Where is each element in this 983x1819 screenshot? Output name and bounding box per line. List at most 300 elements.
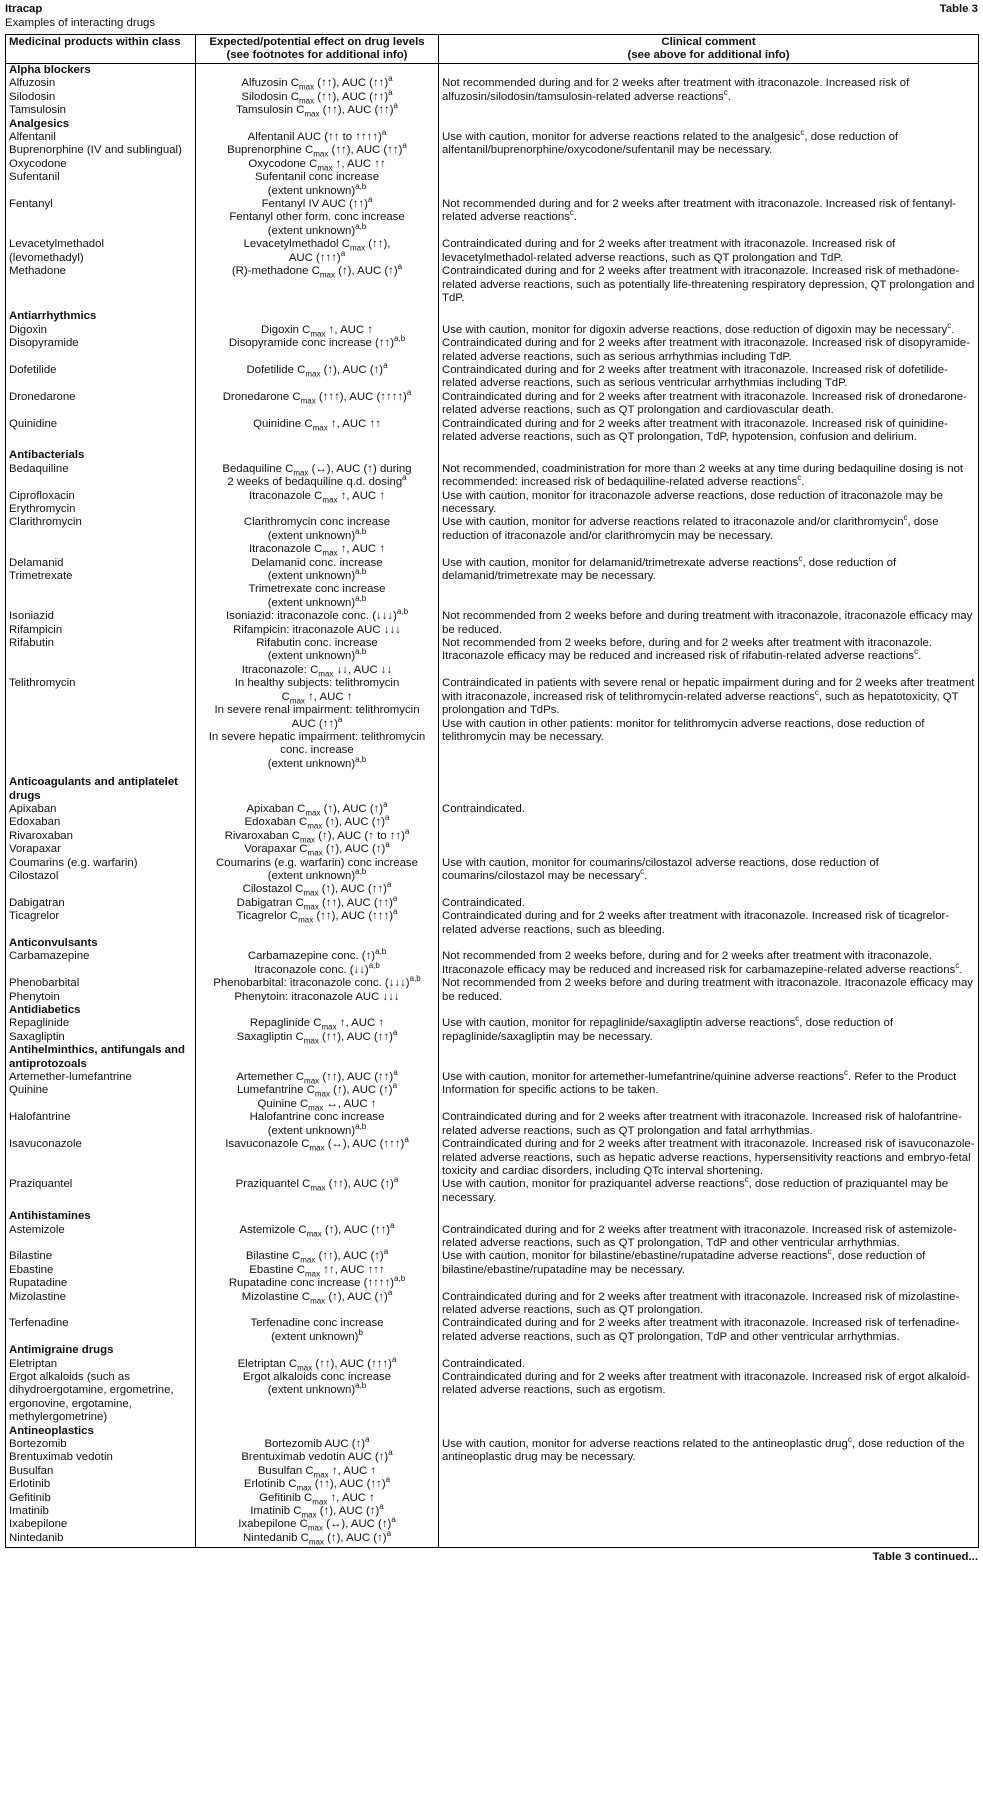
drug-row bbox=[6, 677, 979, 771]
drug-effect: Ebastine $C_{max}$ ↑↑, AUC ↑↑↑ bbox=[249, 1263, 385, 1279]
drug-name: Disopyramide bbox=[9, 337, 79, 350]
clinical-comment: Not recommended, coadministration for more than 2 weeks at any time during bedaquiline dosing is not recommended: increased risk of bedaquiline-related adverse reactions$^c$. bbox=[442, 462, 964, 489]
drug-class-row bbox=[6, 118, 979, 131]
clinical-comment-cell bbox=[439, 1111, 979, 1138]
drug-names-cell bbox=[6, 463, 196, 490]
drug-names-cell bbox=[6, 897, 196, 910]
drug-row bbox=[6, 1224, 979, 1251]
drug-name: Rupatadine bbox=[9, 1277, 68, 1290]
drug-row bbox=[6, 1111, 979, 1138]
col-header-effect bbox=[196, 35, 439, 64]
drug-effect-cell bbox=[196, 262, 439, 305]
clinical-comment-cell bbox=[439, 803, 979, 857]
drug-names-cell bbox=[6, 1224, 196, 1251]
drug-name: Artemether-lumefantrine bbox=[9, 1071, 132, 1084]
clinical-comment-cell bbox=[439, 857, 979, 897]
drug-effect: Fentanyl IV AUC (↑↑)$^a$ bbox=[261, 195, 373, 211]
drug-effect: Bortezomib AUC (↑)$^a$ bbox=[264, 1435, 370, 1451]
clinical-comment-cell bbox=[439, 320, 979, 337]
drug-name: Phenobarbital bbox=[9, 977, 80, 990]
empty-cell bbox=[196, 937, 439, 950]
drug-effect: Levacetylmethadol $C_{max}$ (↑↑), bbox=[243, 238, 391, 253]
empty-cell bbox=[439, 118, 979, 131]
drug-effect: Phenobarbital: itraconazole conc. (↓↓↓)$^{a,b}$ bbox=[213, 974, 421, 990]
drug-name: Busulfan bbox=[9, 1464, 54, 1477]
drug-class-row bbox=[6, 1044, 979, 1071]
empty-cell bbox=[196, 1004, 439, 1017]
drug-effect: Artemether $C_{max}$ (↑↑), AUC (↑↑)$^a$ bbox=[236, 1068, 398, 1086]
clinical-comment-cell bbox=[439, 677, 979, 771]
drug-effect: Ixabepilone $C_{max}$ (↔), AUC (↑)$^a$ bbox=[238, 1515, 396, 1533]
drug-row bbox=[6, 418, 979, 445]
drug-effect: (extent unknown)$^{a,b}$ bbox=[267, 567, 367, 583]
clinical-comment-cell bbox=[439, 238, 979, 265]
drug-effect-cell bbox=[196, 195, 439, 238]
drug-class-name: Analgesics bbox=[6, 118, 196, 131]
empty-cell bbox=[439, 444, 979, 462]
drug-row bbox=[6, 516, 979, 556]
drug-names-cell bbox=[6, 77, 196, 117]
clinical-comment: Contraindicated during and for 2 weeks after treatment with itraconazole. Increased risk of disopyramide-related adverse reactions, such as serious arrhythmias including TdP. bbox=[442, 337, 971, 363]
clinical-comment: Contraindicated during and for 2 weeks after treatment with itraconazole. Increased risk of dronedarone-related adverse reactions, such as QT prolongation and cardiovascular death. bbox=[442, 390, 967, 417]
col-header-effect-line1: Expected/potential effect on drug levels bbox=[209, 36, 425, 48]
drug-name: Methadone bbox=[9, 265, 66, 278]
drug-name: Quinidine bbox=[9, 417, 58, 430]
drug-row bbox=[6, 637, 979, 677]
drug-effect: (extent unknown)$^b$ bbox=[271, 1327, 363, 1343]
drug-effect: (extent unknown)$^{a,b}$ bbox=[267, 181, 367, 197]
drug-effect-cell bbox=[196, 1135, 439, 1178]
clinical-comment-cell bbox=[439, 265, 979, 305]
drug-effect: Apixaban $C_{max}$ (↑), AUC (↑)$^a$ bbox=[246, 800, 388, 818]
drug-row bbox=[6, 391, 979, 418]
drug-effect: (extent unknown)$^{a,b}$ bbox=[267, 594, 367, 609]
empty-cell bbox=[196, 444, 439, 462]
drug-name: Digoxin bbox=[9, 323, 47, 336]
drug-effect-cell bbox=[196, 1354, 439, 1372]
clinical-comment: Use with caution, monitor for delamanid/trimetrexate adverse reactions$^c$, dose reduction of delamanid/trimetrexate may be necessary. bbox=[442, 553, 897, 583]
empty-cell bbox=[439, 1344, 979, 1357]
drug-names-cell bbox=[6, 1178, 196, 1205]
clinical-comment-cell bbox=[439, 364, 979, 391]
drug-effect: Cilostazol $C_{max}$ (↑), AUC (↑↑)$^a$ bbox=[242, 880, 392, 898]
clinical-comment: Use with caution, monitor for coumarins/cilostazol adverse reactions, dose reduction of coumarins/cilostazol may be necessary$^c$. bbox=[442, 856, 879, 882]
empty-cell bbox=[196, 64, 439, 78]
drug-name: Clarithromycin bbox=[9, 516, 82, 529]
clinical-comment-extra: Use with caution in other patients: monitor for telithromycin adverse reactions, dose reduction of telithromycin may be necessary. bbox=[442, 717, 925, 743]
empty-cell bbox=[439, 64, 979, 78]
clinical-comment-cell bbox=[439, 1224, 979, 1251]
clinical-comment: Not recommended from 2 weeks before, during and for 2 weeks after treatment with itraconazole. Itraconazole efficacy may be reduced and increased risk of rifabutin-related adverse reactions$^c$. bbox=[442, 637, 933, 663]
empty-cell bbox=[439, 1205, 979, 1223]
clinical-comment: Contraindicated during and for 2 weeks after treatment with itraconazole. Increased risk of halofantrine-related adverse reactions, such as QT prolongation and fatal arrhythmias. bbox=[442, 1111, 962, 1137]
drug-name: Rivaroxaban bbox=[9, 829, 73, 842]
drug-row bbox=[6, 950, 979, 977]
drug-effect: (extent unknown)$^{a,b}$ bbox=[267, 1381, 367, 1397]
drug-effect: Alfuzosin $C_{max}$ (↑↑), AUC (↑↑)$^a$ bbox=[241, 74, 393, 92]
table-number: Table 3 bbox=[939, 3, 978, 15]
clinical-comment: Use with caution, monitor for repaglinide/saxagliptin adverse reactions$^c$, dose reduction of repaglinide/saxagliptin may be necessary. bbox=[442, 1014, 894, 1043]
drug-name: Ebastine bbox=[9, 1263, 54, 1276]
drug-names-cell bbox=[6, 364, 196, 391]
clinical-comment-cell bbox=[439, 418, 979, 445]
drug-effect-cell bbox=[196, 974, 439, 1004]
drug-row bbox=[6, 364, 979, 391]
clinical-comment: Not recommended from 2 weeks before and during treatment with itraconazole, itraconazole efficacy may be reduced. bbox=[442, 610, 973, 636]
drug-effect-cell bbox=[196, 334, 439, 364]
col-header-products: Medicinal products within class bbox=[6, 35, 196, 64]
clinical-comment-cell bbox=[439, 1371, 979, 1425]
drug-effect: Mizolastine $C_{max}$ (↑), AUC (↑)$^a$ bbox=[241, 1287, 393, 1305]
clinical-comment-cell bbox=[439, 77, 979, 117]
drug-effect-cell bbox=[196, 463, 439, 490]
drug-effect-cell bbox=[196, 857, 439, 897]
clinical-comment: Contraindicated. bbox=[442, 802, 525, 815]
drug-row bbox=[6, 857, 979, 897]
drug-effect: Rifampicin: itraconazole AUC ↓↓↓ bbox=[233, 623, 401, 636]
clinical-comment: Contraindicated during and for 2 weeks after treatment with itraconazole. Increased risk of ticagrelor-related adverse reactions, such as bleeding. bbox=[442, 910, 950, 936]
drug-names-cell bbox=[6, 238, 196, 265]
drug-row bbox=[6, 1178, 979, 1205]
drug-effect: Itraconazole conc. (↓↓)$^{a,b}$ bbox=[254, 961, 380, 976]
drug-effect-cell bbox=[196, 1371, 439, 1425]
drug-effect: Saxagliptin $C_{max}$ (↑↑), AUC (↑↑)$^a$ bbox=[236, 1028, 398, 1046]
drug-effect-cell bbox=[196, 1068, 439, 1113]
drug-effect: Sufentanil conc increase bbox=[254, 171, 380, 184]
drug-name: Alfentanil bbox=[9, 131, 56, 144]
drug-effect: Nintedanib $C_{max}$ (↑), AUC (↑)$^a$ bbox=[242, 1529, 392, 1547]
drug-effect-cell bbox=[196, 1435, 439, 1548]
drug-class-row bbox=[6, 305, 979, 323]
drug-effect: Clarithromycin conc increase bbox=[243, 516, 391, 529]
drug-class-row bbox=[6, 1205, 979, 1223]
drug-class-row bbox=[6, 1004, 979, 1017]
drug-effect: Eletriptan $C_{max}$ (↑↑), AUC (↑↑↑)$^a$ bbox=[237, 1354, 397, 1372]
drug-class-name: Antineoplastics bbox=[6, 1425, 196, 1438]
drug-effect: Lumefantrine $C_{max}$ (↑), AUC (↑)$^a$ bbox=[236, 1081, 398, 1099]
drug-class-name: Antihistamines bbox=[6, 1205, 196, 1223]
drug-names-cell bbox=[6, 337, 196, 364]
drug-name: Isavuconazole bbox=[9, 1138, 82, 1151]
empty-cell bbox=[196, 1344, 439, 1357]
drug-name: Ticagrelor bbox=[9, 910, 60, 923]
drug-name: Rifabutin bbox=[9, 637, 54, 650]
drug-class-row bbox=[6, 1425, 979, 1438]
drug-class-name: Anticoagulants and antiplatelet drugs bbox=[6, 771, 196, 803]
clinical-comment-cell bbox=[439, 490, 979, 517]
drug-effect-cell bbox=[196, 128, 439, 198]
drug-class-row bbox=[6, 937, 979, 950]
drug-names-cell bbox=[6, 324, 196, 337]
clinical-comment-cell bbox=[439, 1138, 979, 1178]
drug-names-cell bbox=[6, 1017, 196, 1044]
drug-name: Ixabepilone bbox=[9, 1518, 68, 1531]
drug-name: Erythromycin bbox=[9, 503, 76, 515]
empty-cell bbox=[196, 771, 439, 803]
drug-name: Trimetrexate bbox=[9, 570, 73, 583]
drug-effect: Rupatadine conc increase (↑↑↑↑)$^{a,b}$ bbox=[228, 1274, 406, 1290]
drug-name: Cilostazol bbox=[9, 869, 59, 882]
drug-effect: Itraconazole $C_{max}$ ↑, AUC ↑ bbox=[248, 489, 386, 504]
drug-name: Fentanyl bbox=[9, 198, 53, 211]
drug-effect: Bedaquiline $C_{max}$ (↔), AUC (↑) during bbox=[222, 462, 412, 478]
drug-name: Gefitinib bbox=[9, 1491, 51, 1504]
drug-effect: In severe renal impairment: telithromycin bbox=[214, 704, 420, 717]
drug-name: Erlotinib bbox=[9, 1478, 51, 1491]
drug-class-name: Antibacterials bbox=[6, 444, 196, 462]
drug-effect: Rivaroxaban $C_{max}$ (↑), AUC (↑ to ↑↑)$^a$ bbox=[224, 826, 410, 845]
drug-name: Dabigatran bbox=[9, 896, 65, 909]
drug-effect: Oxycodone $C_{max}$ ↑, AUC ↑↑ bbox=[248, 157, 386, 173]
empty-cell bbox=[439, 1425, 979, 1438]
clinical-comment: Contraindicated during and for 2 weeks after treatment with itraconazole. Increased risk of mizolastine-related adverse reactions, such as QT prolongation. bbox=[442, 1290, 960, 1316]
drug-row bbox=[6, 265, 979, 305]
drug-effect: Isoniazid: itraconazole conc. (↓↓↓)$^{a,b}$ bbox=[225, 607, 409, 623]
drug-row bbox=[6, 238, 979, 265]
drug-row bbox=[6, 463, 979, 490]
drug-names-cell bbox=[6, 418, 196, 445]
drug-row bbox=[6, 1438, 979, 1548]
drug-effect: Delamanid conc. increase bbox=[251, 556, 383, 569]
drug-effect-cell bbox=[196, 1274, 439, 1290]
drug-effect: Quinidine $C_{max}$ ↑, AUC ↑↑ bbox=[253, 417, 381, 432]
drug-name: Nintedanib bbox=[9, 1531, 64, 1544]
drug-class-row bbox=[6, 64, 979, 78]
document-subtitle: Examples of interacting drugs bbox=[5, 17, 156, 29]
drug-class-row bbox=[6, 444, 979, 462]
clinical-comment: Contraindicated during and for 2 weeks after treatment with itraconazole. Increased risk of quinidine-related adverse reactions, such as QT prolongation, TdP, hypotension, confusion and delirium. bbox=[442, 417, 948, 443]
drug-name: Oxycodone bbox=[9, 157, 67, 170]
drug-effect-cell bbox=[196, 1247, 439, 1279]
drug-effect-cell bbox=[196, 490, 439, 517]
drug-names-cell bbox=[6, 198, 196, 238]
drug-names-cell bbox=[6, 610, 196, 637]
clinical-comment-cell bbox=[439, 1291, 979, 1318]
interaction-table bbox=[5, 34, 979, 1548]
clinical-comment: Contraindicated during and for 2 weeks after treatment with itraconazole. Increased risk of dofetilide-related adverse reactions, such as serious ventricular arrhythmias including TdP. bbox=[442, 363, 948, 390]
drug-name: Quinine bbox=[9, 1084, 49, 1097]
clinical-comment-cell bbox=[439, 977, 979, 1004]
drug-row bbox=[6, 337, 979, 364]
drug-effect: Imatinib $C_{max}$ (↑), AUC (↑)$^a$ bbox=[250, 1502, 384, 1520]
drug-names-cell bbox=[6, 1371, 196, 1425]
drug-row bbox=[6, 131, 979, 198]
drug-effect: Digoxin $C_{max}$ ↑, AUC ↑ bbox=[261, 323, 373, 338]
drug-effect-cell bbox=[196, 74, 439, 119]
clinical-comment-cell bbox=[439, 198, 979, 238]
drug-name: Bortezomib bbox=[9, 1438, 67, 1451]
drug-name: Apixaban bbox=[9, 802, 57, 815]
clinical-comment-cell bbox=[439, 513, 979, 556]
drug-row bbox=[6, 77, 979, 117]
drug-name: Ciprofloxacin bbox=[9, 489, 75, 502]
clinical-comment: Not recommended during and for 2 weeks after treatment with itraconazole. Increased risk of alfuzosin/silodosin/tamsulosin-related adverse reactions$^c$. bbox=[442, 77, 910, 103]
drug-class-name: Antidiabetics bbox=[6, 1004, 196, 1017]
drug-effect: Busulfan $C_{max}$ ↑, AUC ↑ bbox=[257, 1464, 377, 1480]
drug-effect-cell bbox=[196, 238, 439, 265]
clinical-comment: Contraindicated during and for 2 weeks after treatment with itraconazole. Increased risk of ergot alkaloid-related adverse reactions, such as ergotism. bbox=[442, 1371, 971, 1397]
drug-effect: Tamsulosin $C_{max}$ (↑↑), AUC (↑↑)$^a$ bbox=[236, 101, 398, 119]
drug-class-name: Antimigraine drugs bbox=[6, 1344, 196, 1357]
drug-names-cell bbox=[6, 1111, 196, 1138]
drug-name: Buprenorphine (IV and sublingual) bbox=[9, 144, 182, 157]
drug-effect: Fentanyl other form. conc increase bbox=[229, 211, 405, 224]
drug-names-cell bbox=[6, 1317, 196, 1344]
drug-name: Imatinib bbox=[9, 1505, 49, 1518]
drug-effect: conc. increase bbox=[280, 744, 354, 757]
drug-row bbox=[6, 910, 979, 937]
col-header-comment-line1: Clinical comment bbox=[661, 36, 756, 48]
clinical-comment: Use with caution, monitor for bilastine/ebastine/rupatadine adverse reactions$^c$, dose reduction of bilastine/ebastine/rupatadine may be necessary. bbox=[442, 1247, 926, 1276]
drug-class-row bbox=[6, 1344, 979, 1357]
drug-names-cell bbox=[6, 557, 196, 611]
clinical-comment: Use with caution, monitor for praziquantel adverse reactions$^c$, dose reduction of praziquantel may be necessary. bbox=[442, 1175, 949, 1204]
drug-row bbox=[6, 490, 979, 517]
drug-effect-cell bbox=[196, 893, 439, 912]
clinical-comment-cell bbox=[439, 1277, 979, 1290]
drug-effect: (extent unknown)$^{a,b}$ bbox=[267, 222, 367, 237]
drug-effect: Disopyramide conc increase (↑↑)$^{a,b}$ bbox=[228, 334, 406, 350]
drug-effect: Quinine $C_{max}$ ↔, AUC ↑ bbox=[257, 1097, 377, 1113]
drug-name: Praziquantel bbox=[9, 1178, 73, 1191]
document bbox=[5, 3, 978, 1565]
drug-name: Terfenadine bbox=[9, 1317, 69, 1330]
drug-effect: Dronedarone $C_{max}$ (↑↑↑), AUC (↑↑↑↑)$^a$ bbox=[222, 387, 412, 406]
drug-effect-cell bbox=[196, 361, 439, 391]
drug-class-row bbox=[6, 771, 979, 803]
empty-cell bbox=[196, 118, 439, 131]
document-title: Itracap bbox=[5, 3, 43, 15]
drug-effect: Coumarins (e.g. warfarin) conc increase bbox=[216, 856, 418, 869]
drug-names-cell bbox=[6, 131, 196, 198]
drug-effect-cell bbox=[196, 516, 439, 556]
drug-name: Repaglinide bbox=[9, 1017, 70, 1030]
drug-names-cell bbox=[6, 265, 196, 305]
clinical-comment: Contraindicated during and for 2 weeks after treatment with itraconazole. Increased risk of levacetylmethadol-related adverse reactions, such as QT prolongation and TdP. bbox=[442, 238, 896, 264]
drug-names-cell bbox=[6, 910, 196, 937]
clinical-comment: Use with caution, monitor for adverse reactions related to the antineoplastic drug$^c$, dose reduction of the antineoplastic drug may be necessary. bbox=[442, 1435, 965, 1464]
drug-row bbox=[6, 324, 979, 337]
col-header-effect-line2: (see footnotes for additional info) bbox=[226, 49, 408, 61]
drug-effect: AUC (↑↑)$^a$ bbox=[291, 714, 343, 730]
drug-effect: (extent unknown)$^{a,b}$ bbox=[267, 1121, 367, 1137]
drug-row bbox=[6, 1358, 979, 1371]
clinical-comment: Not recommended from 2 weeks before, during and for 2 weeks after treatment with itraconazole. Itraconazole efficacy may be reduced and increased risk for carbamazepine-related adverse reactions$^c$. bbox=[442, 950, 963, 976]
drug-effect: Gefitinib $C_{max}$ ↑, AUC ↑ bbox=[259, 1491, 375, 1506]
drug-names-cell bbox=[6, 516, 196, 556]
clinical-comment: Contraindicated. bbox=[442, 1357, 525, 1370]
drug-names-cell bbox=[6, 391, 196, 418]
drug-row bbox=[6, 1071, 979, 1111]
drug-effect: (extent unknown)$^{a,b}$ bbox=[267, 754, 367, 770]
clinical-comment-cell bbox=[439, 1358, 979, 1371]
drug-name: Carbamazepine bbox=[9, 950, 90, 963]
drug-effect: Dofetilide $C_{max}$ (↑), AUC (↑)$^a$ bbox=[246, 361, 388, 379]
clinical-comment: Use with caution, monitor for itraconazole adverse reactions, dose reduction of itraconazole may be necessary. bbox=[442, 489, 943, 515]
empty-cell bbox=[439, 1004, 979, 1017]
clinical-comment: Contraindicated. bbox=[442, 896, 525, 909]
drug-row bbox=[6, 1277, 979, 1290]
drug-row bbox=[6, 897, 979, 910]
clinical-comment: Contraindicated during and for 2 weeks after treatment with itraconazole. Increased risk of methadone-related adverse reactions, such as potentially life-threatening respiratory depression, QT prolongation and TdP. bbox=[442, 265, 975, 304]
drug-effect: (extent unknown)$^{a,b}$ bbox=[267, 647, 367, 663]
clinical-comment: Use with caution, monitor for artemether-lumefantrine/quinine adverse reactions$^c$. Refer to the Product Information for specific actions to be taken. bbox=[442, 1068, 957, 1097]
clinical-comment-cell bbox=[439, 610, 979, 637]
clinical-comment-cell bbox=[439, 337, 979, 364]
empty-cell bbox=[439, 1044, 979, 1071]
drug-names-cell bbox=[6, 1071, 196, 1111]
drug-effect: In severe hepatic impairment: telithromycin bbox=[208, 730, 426, 743]
drug-effect: $C_{max}$ ↑, AUC ↑ bbox=[281, 690, 353, 705]
drug-effect: Vorapaxar $C_{max}$ (↑), AUC (↑)$^a$ bbox=[244, 840, 390, 858]
drug-effect-cell bbox=[196, 418, 439, 445]
clinical-comment: Contraindicated in patients with severe renal or hepatic impairment during and for 2 weeks after treatment with itraconazole, increased risk of telithromycin-related adverse reactions$^c$, such as hepatotoxicity, QT prolongation and TdPs. bbox=[442, 677, 975, 717]
drug-effect: Brentuximab vedotin AUC (↑)$^a$ bbox=[241, 1448, 393, 1464]
drug-row bbox=[6, 610, 979, 637]
drug-effect: Astemizole $C_{max}$ (↑), AUC (↑↑)$^a$ bbox=[239, 1220, 395, 1238]
drug-names-cell bbox=[6, 977, 196, 1004]
col-header-comment-line2: (see above for additional info) bbox=[627, 49, 790, 61]
clinical-comment-cell bbox=[439, 463, 979, 490]
empty-cell bbox=[196, 1205, 439, 1223]
drug-name: Alfuzosin bbox=[9, 77, 56, 90]
drug-effect-cell bbox=[196, 1111, 439, 1138]
drug-row bbox=[6, 977, 979, 1004]
drug-effect: Praziquantel $C_{max}$ (↑↑), AUC (↑)$^a$ bbox=[235, 1175, 399, 1193]
clinical-comment-cell bbox=[439, 1014, 979, 1044]
drug-name: Dofetilide bbox=[9, 363, 57, 376]
drug-names-cell bbox=[6, 857, 196, 897]
clinical-comment-cell bbox=[439, 897, 979, 910]
clinical-comment: Use with caution, monitor for digoxin adverse reactions, dose reduction of digoxin may be necessary$^c$. bbox=[442, 320, 955, 336]
drug-name: Astemizole bbox=[9, 1223, 65, 1236]
drug-name: Silodosin bbox=[9, 90, 56, 103]
drug-names-cell bbox=[6, 1358, 196, 1371]
drug-names-cell bbox=[6, 803, 196, 857]
clinical-comment-cell bbox=[439, 1247, 979, 1277]
empty-cell bbox=[439, 771, 979, 803]
drug-effect-cell bbox=[196, 1017, 439, 1044]
drug-effect: Carbamazepine conc. (↑)$^{a,b}$ bbox=[247, 947, 387, 963]
drug-name: Ergot alkaloids (such as dihydroergotamine, ergometrine, ergonovine, ergotamine, methylergometrine) bbox=[9, 1371, 174, 1424]
drug-effect-cell bbox=[196, 557, 439, 611]
drug-name: Levacetylmethadol bbox=[9, 238, 104, 251]
empty-cell bbox=[439, 937, 979, 950]
clinical-comment-cell bbox=[439, 637, 979, 677]
drug-class-name: Antiarrhythmics bbox=[6, 305, 196, 323]
col-header-comment bbox=[439, 35, 979, 64]
drug-name: Saxagliptin bbox=[9, 1030, 65, 1043]
drug-effect: Dabigatran $C_{max}$ (↑↑), AUC (↑↑)$^a$ bbox=[236, 893, 398, 912]
drug-row bbox=[6, 803, 979, 857]
drug-effect: Terfenadine conc increase bbox=[250, 1317, 384, 1330]
drug-effect: Bilastine $C_{max}$ (↑↑), AUC (↑)$^a$ bbox=[245, 1247, 389, 1265]
drug-names-cell bbox=[6, 950, 196, 977]
drug-name: Tamsulosin bbox=[9, 104, 66, 117]
empty-cell bbox=[439, 305, 979, 323]
clinical-comment: Not recommended during and for 2 weeks after treatment with itraconazole. Increased risk of fentanyl-related adverse reactions$^c$. bbox=[442, 198, 957, 224]
clinical-comment: Use with caution, monitor for adverse reactions related to the analgesic$^c$, dose reduction of alfentanil/buprenorphine/oxycodone/sufentanil may be necessary. bbox=[442, 128, 899, 157]
drug-effect: (extent unknown)$^{a,b}$ bbox=[267, 867, 367, 882]
drug-name: Bedaquiline bbox=[9, 462, 69, 475]
drug-effect-cell bbox=[196, 387, 439, 418]
drug-row bbox=[6, 1317, 979, 1344]
drug-row bbox=[6, 1371, 979, 1425]
drug-name: Sufentanil bbox=[9, 171, 60, 184]
drug-names-cell bbox=[6, 490, 196, 517]
drug-effect-cell bbox=[196, 1220, 439, 1251]
empty-cell bbox=[196, 305, 439, 323]
